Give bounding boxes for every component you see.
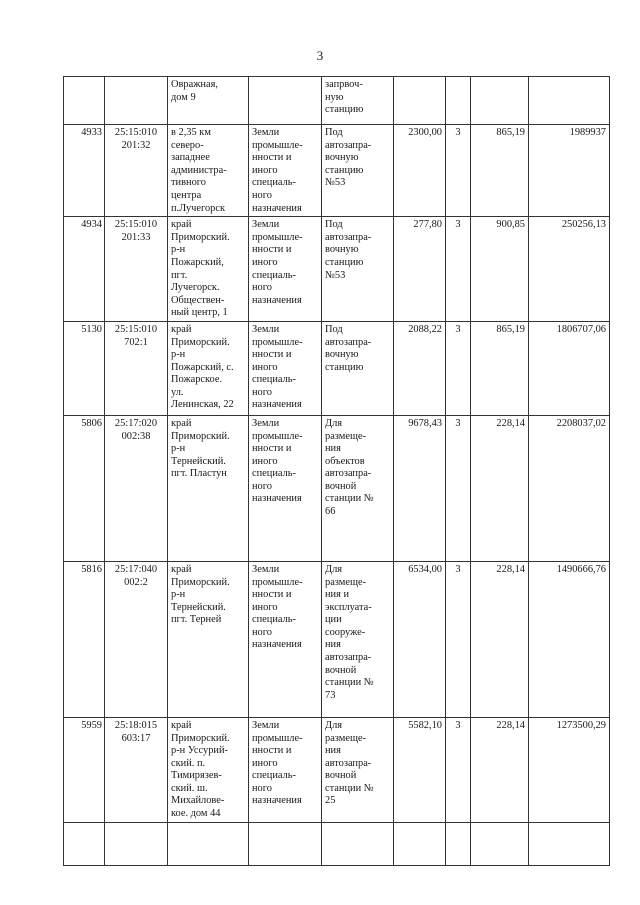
purpose-text: запрвоч- ную станцию <box>325 79 364 116</box>
coef-cell <box>446 77 471 125</box>
rate-cell <box>471 77 529 125</box>
table-row <box>64 125 610 217</box>
empty-cell <box>529 822 610 865</box>
address-text: в 2,35 км северо- западнее администра- тивного центра п.Лучегорск <box>171 127 227 214</box>
rate-cell <box>471 717 529 822</box>
coef-cell <box>446 217 471 322</box>
coef-text: 3 <box>455 323 461 335</box>
category-text: Земли промышле- нности и иного специаль- ного назначения <box>252 219 303 306</box>
coef-cell <box>446 415 471 561</box>
category-text: Земли промышле- нности и иного специаль- ного назначения <box>252 417 303 505</box>
value-text: 250256,13 <box>561 219 606 231</box>
purpose-cell <box>322 415 394 561</box>
purpose-text: Для размеще- ния объектов автозапра- вочной станции № 66 <box>325 417 374 518</box>
category-cell <box>249 217 322 322</box>
purpose-cell <box>322 321 394 415</box>
area-text: 2088,22 <box>408 323 442 335</box>
empty-cell <box>446 822 471 865</box>
cadastral-text: 25:15:010 201:32 <box>114 127 158 151</box>
empty-cell <box>105 822 168 865</box>
id-cell <box>64 77 105 125</box>
area-cell <box>394 77 446 125</box>
id-text: 4934 <box>81 219 102 231</box>
page-number: 3 <box>316 48 324 63</box>
area-cell <box>394 321 446 415</box>
address-cell <box>168 217 249 322</box>
cadastral-cell <box>105 321 168 415</box>
purpose-text: Под автозапра- вочную станцию <box>325 323 372 373</box>
address-cell <box>168 717 249 822</box>
area-cell <box>394 561 446 717</box>
table-row <box>64 561 610 717</box>
land-plots-table <box>63 76 610 866</box>
table-row-empty <box>64 822 610 865</box>
coef-cell <box>446 561 471 717</box>
cadastral-text: 25:15:010 201:33 <box>114 219 158 243</box>
rate-text: 865,19 <box>496 127 525 138</box>
cadastral-cell <box>105 415 168 561</box>
category-cell <box>249 717 322 822</box>
rate-cell <box>471 125 529 217</box>
table-row <box>64 321 610 415</box>
id-text: 4933 <box>81 127 102 138</box>
rate-text: 228,14 <box>496 563 525 575</box>
cadastral-cell <box>105 125 168 217</box>
cadastral-cell <box>105 77 168 125</box>
address-text: Овражная, дом 9 <box>171 79 218 103</box>
coef-cell <box>446 321 471 415</box>
purpose-text: Под автозапра- вочную станцию №53 <box>325 127 372 189</box>
id-cell <box>64 125 105 217</box>
empty-cell <box>322 822 394 865</box>
id-cell <box>64 717 105 822</box>
value-cell <box>529 561 610 717</box>
value-cell <box>529 415 610 561</box>
rate-text: 228,14 <box>496 719 525 731</box>
cadastral-text: 25:17:040 002:2 <box>114 563 158 588</box>
cadastral-cell <box>105 217 168 322</box>
category-cell <box>249 561 322 717</box>
coef-cell <box>446 125 471 217</box>
area-text: 5582,10 <box>408 719 442 731</box>
category-cell <box>249 415 322 561</box>
rate-cell <box>471 561 529 717</box>
address-cell <box>168 77 249 125</box>
id-text: 5816 <box>81 563 102 575</box>
value-cell <box>529 321 610 415</box>
rate-cell <box>471 415 529 561</box>
coef-text: 3 <box>455 719 461 731</box>
address-cell <box>168 125 249 217</box>
purpose-cell <box>322 125 394 217</box>
category-text: Земли промышле- нности и иного специаль- ного назначения <box>252 563 303 651</box>
id-text: 5130 <box>81 323 102 335</box>
address-text: край Приморский. р-н Уссурий- ский. п. Тимирязев- ский. ш. Михайлове- кое. дом 44 <box>171 719 230 820</box>
area-text: 9678,43 <box>408 417 442 429</box>
category-text: Земли промышле- нности и иного специаль- ного назначения <box>252 323 303 411</box>
value-cell <box>529 717 610 822</box>
area-cell <box>394 217 446 322</box>
value-cell <box>529 217 610 322</box>
id-cell <box>64 561 105 717</box>
empty-cell <box>168 822 249 865</box>
value-cell <box>529 77 610 125</box>
coef-text: 3 <box>455 563 461 575</box>
area-cell <box>394 415 446 561</box>
purpose-cell <box>322 217 394 322</box>
coef-text: 3 <box>455 219 461 231</box>
purpose-text: Для размеще- ния автозапра- вочной станции № 25 <box>325 719 374 807</box>
area-cell <box>394 125 446 217</box>
area-text: 6534,00 <box>408 563 442 575</box>
address-cell <box>168 415 249 561</box>
purpose-cell <box>322 77 394 125</box>
area-text: 277,80 <box>413 219 442 231</box>
table-row <box>64 415 610 561</box>
table-row-continuation <box>64 77 610 125</box>
coef-cell <box>446 717 471 822</box>
cadastral-cell <box>105 561 168 717</box>
cadastral-text: 25:18:015 603:17 <box>114 719 158 744</box>
rate-text: 228,14 <box>496 417 525 429</box>
rate-cell <box>471 321 529 415</box>
purpose-cell <box>322 561 394 717</box>
purpose-cell <box>322 717 394 822</box>
area-text: 2300,00 <box>408 127 442 138</box>
id-cell <box>64 217 105 322</box>
id-cell <box>64 415 105 561</box>
table-row <box>64 717 610 822</box>
rate-text: 900,85 <box>496 219 525 231</box>
address-text: край Приморский. р-н Пожарский, с. Пожарское. ул. Ленинская, 22 <box>171 323 234 411</box>
value-text: 1806707,06 <box>556 323 606 335</box>
cadastral-text: 25:17:020 002:38 <box>114 417 158 442</box>
value-cell <box>529 125 610 217</box>
coef-text: 3 <box>455 417 461 429</box>
value-text: 1273500,29 <box>556 719 606 731</box>
address-cell <box>168 561 249 717</box>
category-cell <box>249 125 322 217</box>
address-cell <box>168 321 249 415</box>
category-text: Земли промышле- нности и иного специаль- ного назначения <box>252 127 303 214</box>
cadastral-cell <box>105 717 168 822</box>
category-text: Земли промышле- нности и иного специаль- ного назначения <box>252 719 303 807</box>
cadastral-text: 25:15:010 702:1 <box>114 323 158 348</box>
id-cell <box>64 321 105 415</box>
rate-text: 865,19 <box>496 323 525 335</box>
empty-cell <box>471 822 529 865</box>
empty-cell <box>64 822 105 865</box>
value-text: 1490666,76 <box>556 563 606 575</box>
purpose-text: Для размеще- ния и эксплуата- ции сооруже- ния автозапра- вочной станции № 73 <box>325 563 374 701</box>
table-row <box>64 217 610 322</box>
value-text: 1989937 <box>569 127 606 138</box>
rate-cell <box>471 217 529 322</box>
area-cell <box>394 717 446 822</box>
category-cell <box>249 321 322 415</box>
empty-cell <box>249 822 322 865</box>
category-cell <box>249 77 322 125</box>
address-text: край Приморский. р-н Тернейский. пгт. Пластун <box>171 417 230 480</box>
empty-cell <box>394 822 446 865</box>
address-text: край Приморский. р-н Пожарский, пгт. Лучегорск. Обществен- ный центр, 1 <box>171 219 230 319</box>
id-text: 5806 <box>81 417 102 429</box>
address-text: край Приморский. р-н Тернейский. пгт. Терней <box>171 563 230 626</box>
coef-text: 3 <box>455 127 461 138</box>
id-text: 5959 <box>81 719 102 731</box>
value-text: 2208037,02 <box>556 417 606 429</box>
purpose-text: Под автозапра- вочную станцию №53 <box>325 219 372 281</box>
